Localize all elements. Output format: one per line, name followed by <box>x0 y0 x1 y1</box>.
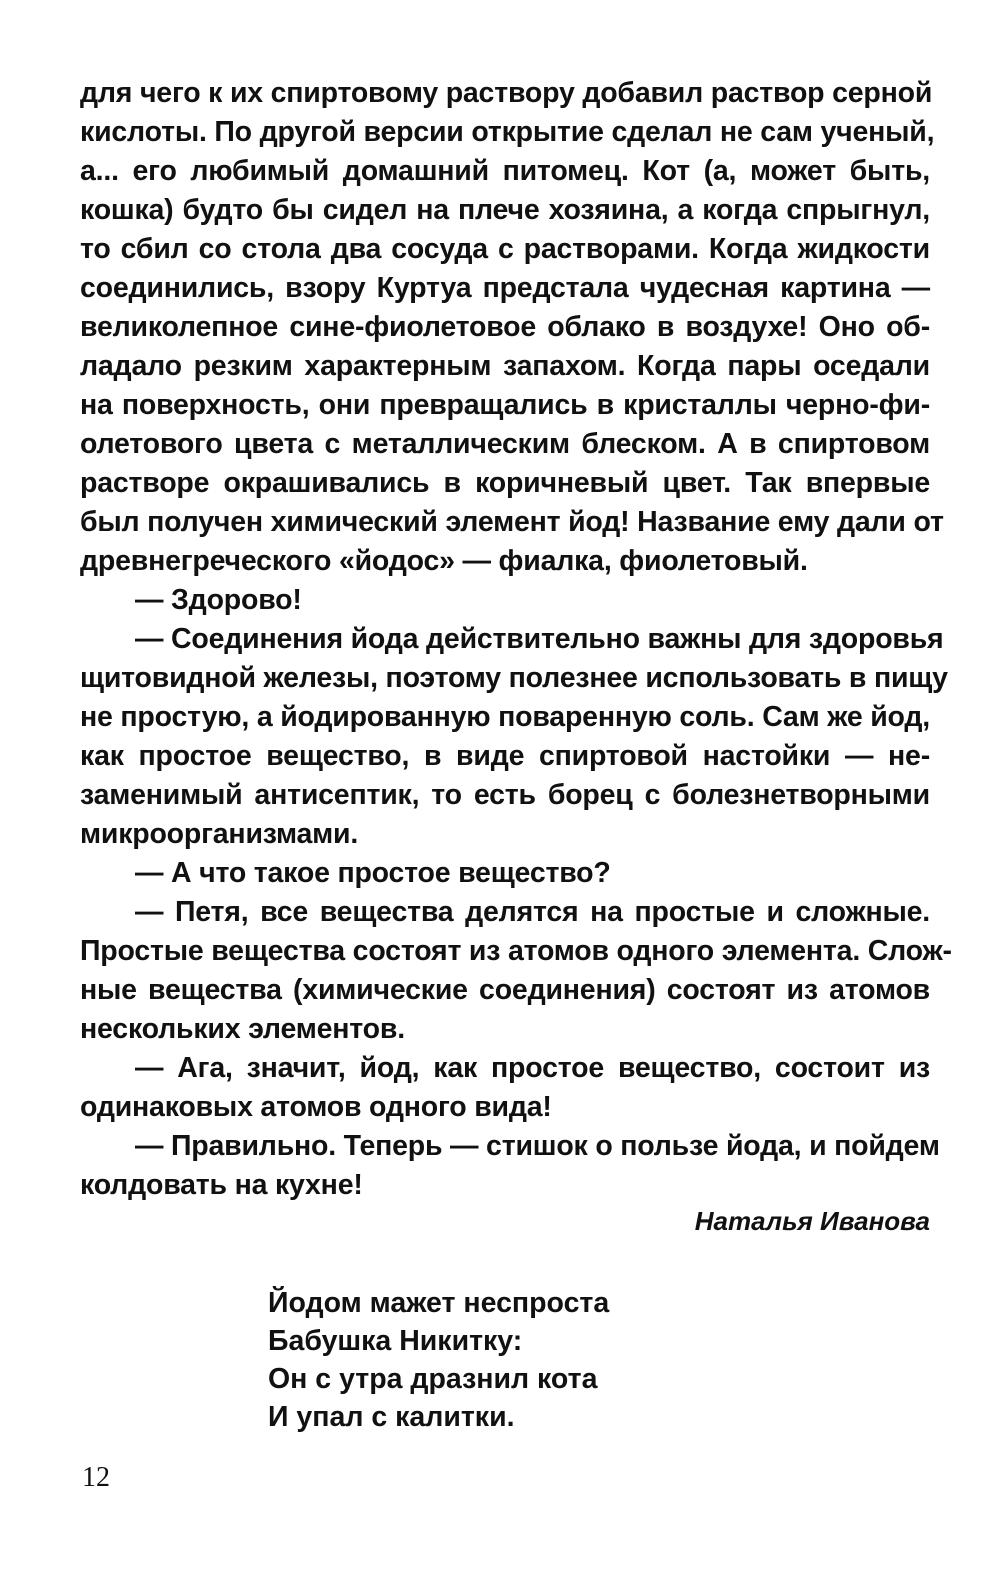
article-text <box>80 74 952 1205</box>
text-line: на поверхность, они превращались в кристаллы черно-фи- <box>80 389 930 421</box>
text-line: древнегреческого «йодос» — фиалка, фиолетовый. <box>80 545 808 577</box>
text-line: кошка) будто бы сидел на плече хозяина, а когда спрыгнул, <box>80 194 930 226</box>
text-line: щитовидной железы, поэтому полезнее использовать в пищу <box>80 662 948 694</box>
text-line: ладало резким характерным запахом. Когда пары оседали <box>80 350 930 382</box>
text-line: соединились, взору Куртуа предстала чудесная картина — <box>80 272 930 304</box>
text-line: одинаковых атомов одного вида! <box>80 1091 552 1123</box>
text-line: для чего к их спиртовому раствору добавил раствор серной <box>80 77 933 109</box>
text-line: растворе окрашивались в коричневый цвет. Так впервые <box>80 467 930 499</box>
text-line: великолепное сине-фиолетовое облако в воздухе! Оно об- <box>80 311 930 343</box>
text-line: не простую, а йодированную поваренную соль. Сам же йод, <box>80 701 930 733</box>
dialogue-line: — А что такое простое вещество? <box>135 857 611 889</box>
text-line: а... его любимый домашний питомец. Кот (а, может быть, <box>80 155 930 187</box>
poem-line: Йодом мажет неспроста <box>268 1287 610 1319</box>
dialogue-line: — Петя, все вещества делятся на простые и сложные. <box>135 896 930 928</box>
text-line: то сбил со стола два сосуда с растворами. Когда жидкости <box>80 233 930 265</box>
text-line: микроорганизмами. <box>80 818 359 850</box>
poem-line: И упал с калитки. <box>268 1401 515 1433</box>
text-line: как простое вещество, в виде спиртовой настойки — не- <box>80 740 930 772</box>
text-line: был получен химический элемент йод! Название ему дали от <box>80 506 944 538</box>
author-signature: Наталья Иванова <box>694 1206 930 1236</box>
dialogue-line: — Ага, значит, йод, как простое вещество, состоит из <box>135 1052 930 1084</box>
text-line: колдовать на кухне! <box>80 1169 363 1201</box>
text-line: нескольких элементов. <box>80 1013 405 1045</box>
poem-line: Он с утра дразнил кота <box>268 1363 598 1395</box>
text-line: Простые вещества состоят из атомов одного элемента. Слож- <box>80 935 952 967</box>
dialogue-line: — Правильно. Теперь — стишок о пользе йода, и пойдем <box>135 1130 940 1162</box>
text-line: олетового цвета с металлическим блеском. А в спиртовом <box>80 428 930 460</box>
page-number: 12 <box>82 1462 110 1493</box>
text-line: кислоты. По другой версии открытие сделал не сам ученый, <box>80 116 935 148</box>
poem-line: Бабушка Никитку: <box>268 1325 523 1357</box>
dialogue-line: — Соединения йода действительно важны для здоровья <box>135 623 944 655</box>
text-line: ные вещества (химические соединения) состоят из атомов <box>80 974 930 1006</box>
poem <box>268 1284 609 1436</box>
dialogue-line: — Здорово! <box>135 584 302 616</box>
text-line: заменимый антисептик, то есть борец с болезнетворными <box>80 779 930 811</box>
